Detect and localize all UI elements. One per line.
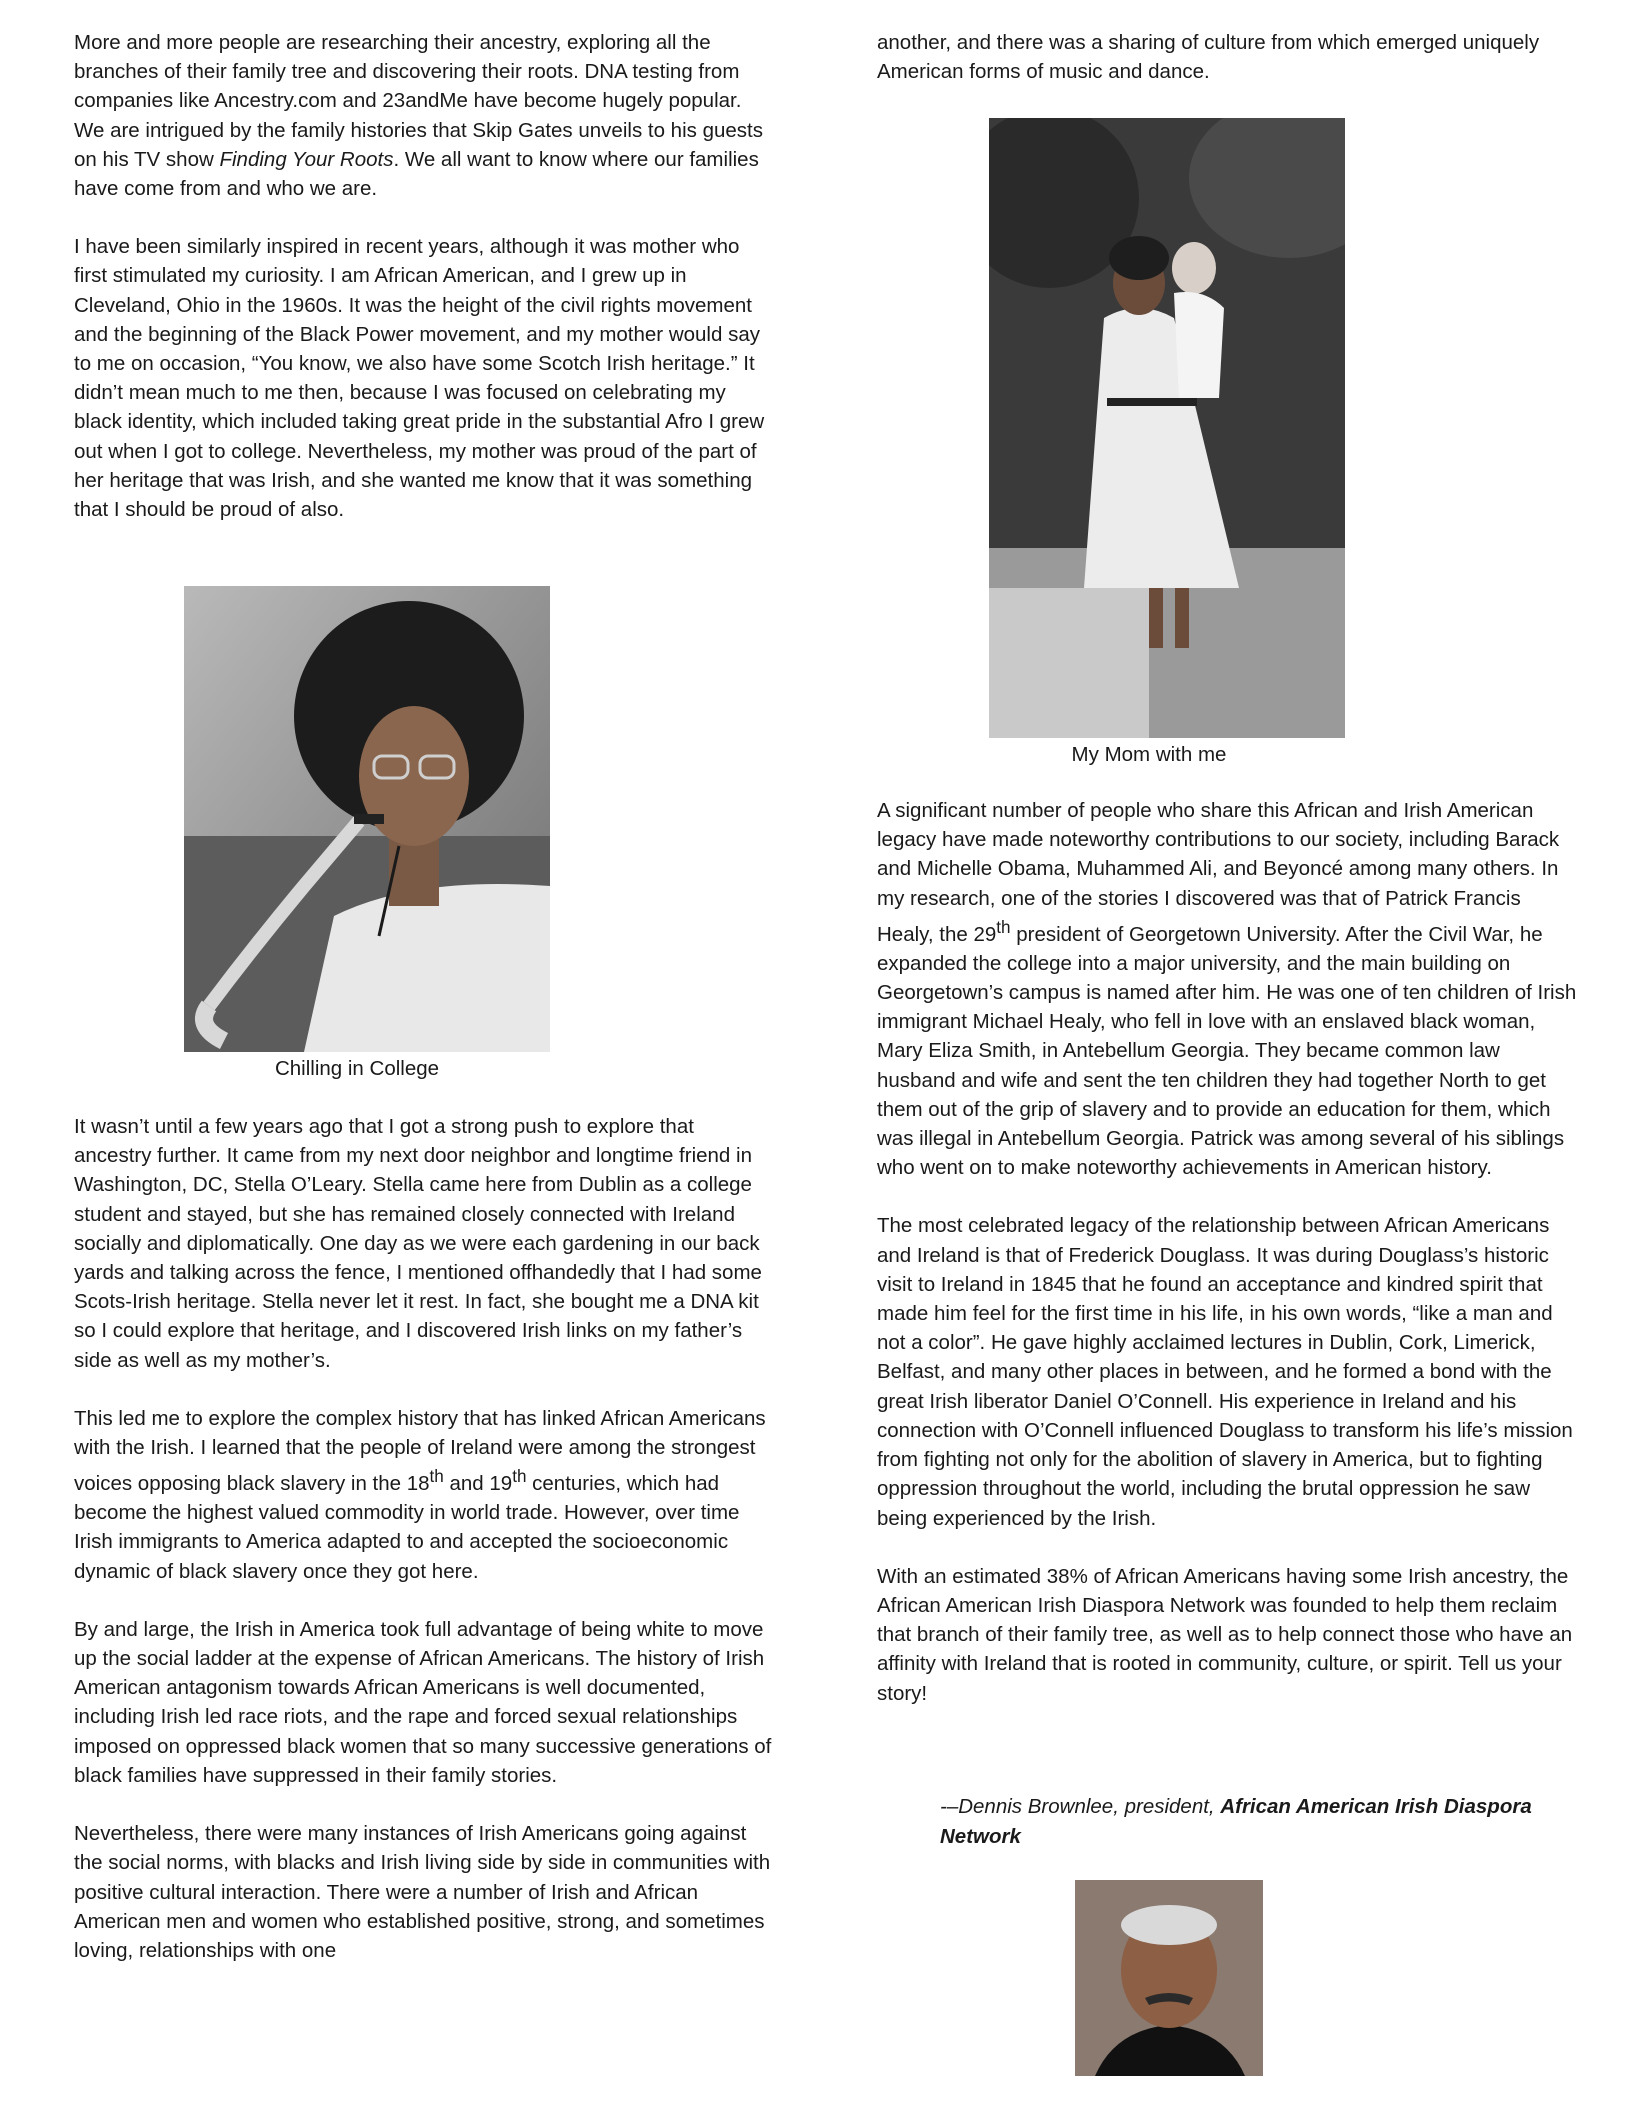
paragraph-network: With an estimated 38% of African Americans having some Irish ancestry, the African American Irish Diaspora Network was founded to help them reclaim that branch of their family tree, as well as to help connect those who have an affinity with Ireland that is rooted in community, culture, or spirit. Tell us your story! [877, 1564, 1573, 1705]
right-column-top [877, 28, 1577, 115]
college-photo [184, 586, 550, 1052]
show-title: Finding Your Roots [219, 147, 394, 171]
left-column-top [74, 28, 774, 548]
left-column-bottom [74, 1112, 774, 1994]
paragraph-antagonism: By and large, the Irish in America took full advantage of being white to move up the social ladder at the expense of African Americans. The history of Irish American antagonism towards African Americans is well documented, including Irish led race riots, and the rape and forced sexual relationships imposed on oppressed black women that so many successive generations of black families have suppressed in their family stories. [74, 1617, 772, 1787]
paragraph-inspiration: I have been similarly inspired in recent years, although it was mother who first stimulated my curiosity. I am African American, and I grew up in Cleveland, Ohio in the 1960s. It was the height of the civil rights movement and the beginning of the Black Power movement, and my mother would say to me on occasion, “You know, we also have some Scotch Irish heritage.” It didn’t mean much to me then, because I was focused on celebrating my black identity, which included taking great pride in the substantial Afro I grew out when I got to college. Nevertheless, my mother was proud of the part of her heritage that was Irish, and she wanted me know that it was something that I should be proud of also. [74, 235, 765, 522]
paragraph-healy: A significant number of people who share this African and Irish American legacy have made noteworthy contributions to our society, including Barack and Michelle Obama, Muhammed Ali, and Beyoncé among many others. In my research, one of the stories I discovered was that of Patrick Francis Healy, the 29th president of Georgetown University. After the Civil War, he expanded the college into a major university, and the main building on Georgetown’s campus is named after him. He was one of ten children of Irish immigrant Michael Healy, who fell in love with an enslaved black woman, Mary Eliza Smith, in Antebellum Georgia. They became common law husband and wife and sent the ten children they had together North to get them out of the grip of slavery and to provide an education for them, which was illegal in Antebellum Georgia. Patrick was among several of his siblings who went on to make noteworthy achievements in American history. [877, 799, 1577, 1180]
paragraph-continuation: another, and there was a sharing of culture from which emerged uniquely American forms of music and dance. [877, 31, 1540, 84]
paragraph-intro: More and more people are researching their ancestry, exploring all the branches of their family tree and discovering their roots. DNA testing from companies like Ancestry.com and 23andMe have become hugely popular. We are intrigued by the family histories that Skip Gates unveils to his guests on his TV show Finding Your Roots. We all want to know where our families have come from and who we are. [74, 31, 763, 201]
author-headshot [1075, 1880, 1263, 2076]
paragraph-douglass: The most celebrated legacy of the relationship between African Americans and Ireland is that of Frederick Douglass. It was during Douglass’s historic visit to Ireland in 1845 that he found an acceptance and kindred spirit that made him feel for the first time in his life, in his own words, “like a man and not a color”. He gave highly acclaimed lectures in Dublin, Cork, Limerick, Belfast, and many other places in between, and he formed a bond with the great Irish liberator Daniel O’Connell. His experience in Ireland and his connection with O’Connell influenced Douglass to transform his life’s mission from fighting not only for the abolition of slavery in America, but to fighting oppression throughout the world, including the brutal oppression he saw being experienced by the Irish. [877, 1214, 1573, 1530]
right-column-bottom [877, 796, 1577, 1737]
paragraph-stella: It wasn’t until a few years ago that I got a strong push to explore that ancestry further. It came from my next door neighbor and longtime friend in Washington, DC, Stella O’Leary. Stella came here from Dublin as a college student and stayed, but she has remained closely connected with Ireland socially and diplomatically. One day as we were each gardening in our back yards and talking across the fence, I mentioned offhandedly that I had some Scots-Irish heritage. Stella never let it rest. In fact, she bought me a DNA kit so I could explore that heritage, and I discovered Irish links on my father’s side as well as my mother’s. [74, 1115, 762, 1372]
college-photo-caption: Chilling in College [274, 1057, 440, 1080]
organization-name: African American Irish Diaspora Network [940, 1795, 1532, 1848]
paragraph-interaction: Nevertheless, there were many instances of Irish Americans going against the social norms, with blacks and Irish living side by side in communities with positive cultural interaction. There were a number of Irish and African American men and women who established positive, strong, and sometimes loving, relationships with one [74, 1822, 771, 1962]
mom-photo-caption: My Mom with me [1071, 743, 1227, 766]
paragraph-history: This led me to explore the complex history that has linked African Americans with the Irish. I learned that the people of Ireland were among the strongest voices opposing black slavery in the 18th and 19th centuries, which had become the highest valued commodity in world trade. However, over time Irish immigrants to America adapted to and accepted the socioeconomic dynamic of black slavery once they got here. [74, 1406, 766, 1583]
mom-photo [989, 118, 1345, 738]
author-signature: -–Dennis Brownlee, president, African American Irish Diaspora Network [940, 1795, 1532, 1848]
